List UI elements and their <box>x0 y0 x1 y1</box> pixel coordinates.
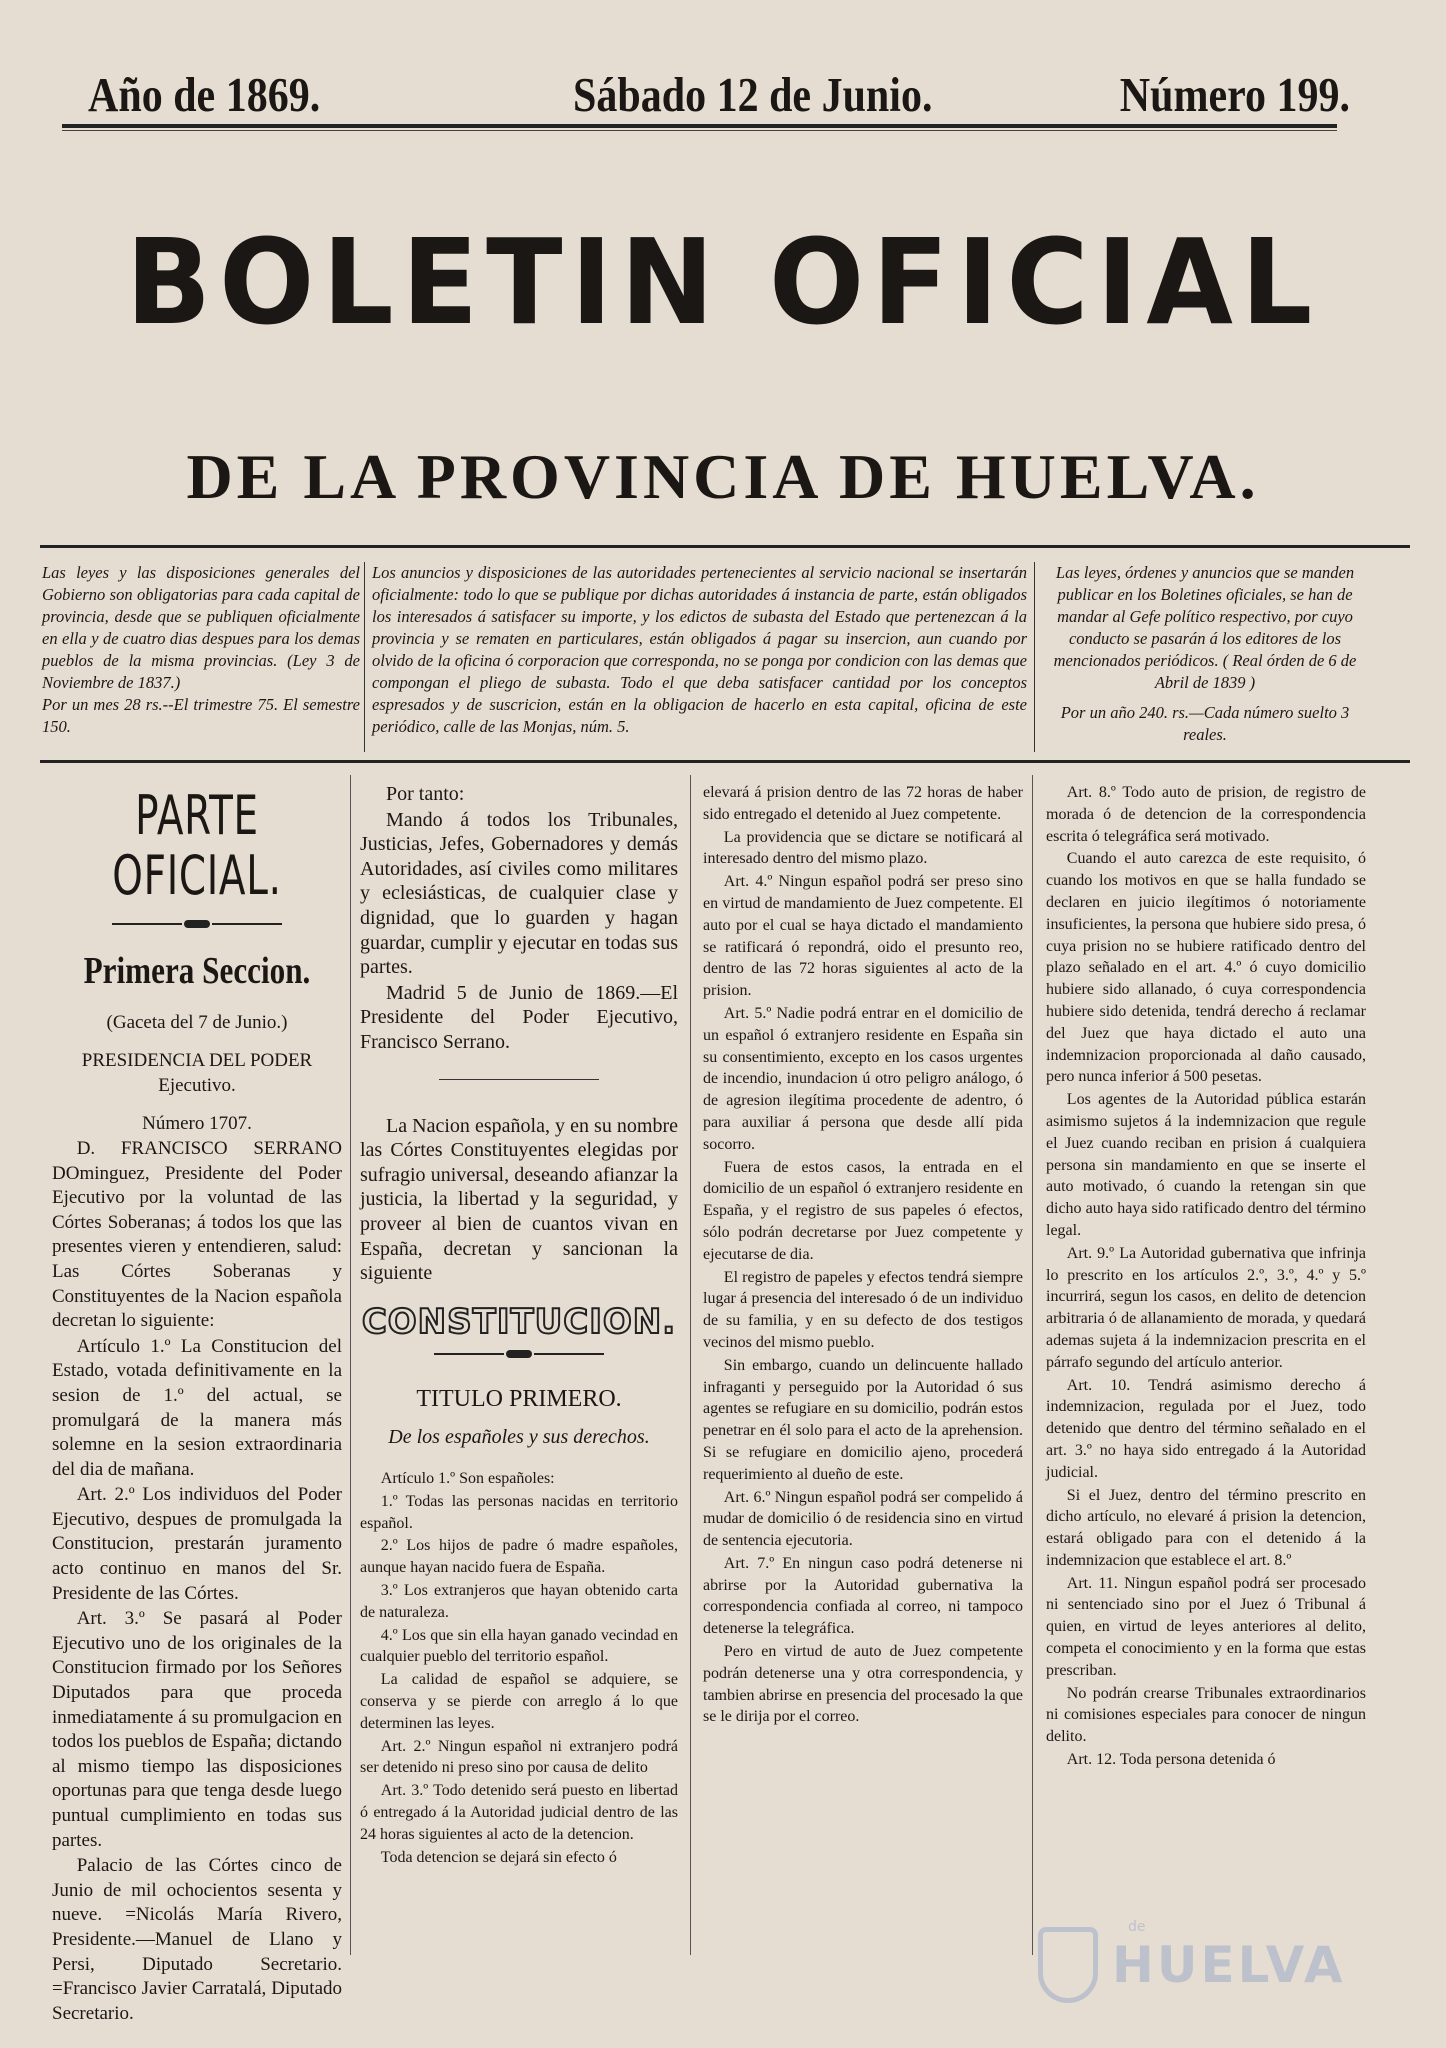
notice-left-price: Por un mes 28 rs.--El trimestre 75. El semestre 150. <box>42 695 360 736</box>
paragraph: 1.º Todas las personas nacidas en territorio español. <box>360 1492 678 1532</box>
paragraph: Artículo 1.º La Constitucion del Estado, votada definitivamente en la sesion de 1.º del actual, se promulgará de la manera más solemne en la sesion extraordinaria del dia de mañana. <box>52 1335 342 1480</box>
paragraph: D. FRANCISCO SERRANO DOminguez, Presidente del Poder Ejecutivo por la voluntad de las Córtes Soberanas; á todos los que las presentes vieren y entendieren, salud: Las Córtes Soberanas y Constituyentes de la Nacion española decretan lo siguiente: <box>52 1137 342 1332</box>
paragraph: Art. 5.º Nadie podrá entrar en el domicilio de un español ó extranjero residente en España sin su consentimiento, excepto en los casos urgentes de incendio, inundacion ú otro peligro análogo, ó de agresion ilegítima procedente de adentro, ó para auxiliar á persona que desde allí pida socorro. <box>703 1004 1023 1153</box>
newspaper-subtitle: DE LA PROVINCIA DE HUELVA. <box>186 441 1260 512</box>
column-2 <box>360 782 678 1869</box>
top-rule <box>62 124 1337 128</box>
paragraph: Art. 4.º Ningun español podrá ser preso sino en virtud de mandamiento de Juez competente. El auto por el cual se haya dictado el mandamiento se ratificará ó repondrá, oido el presunto reo, dentro de las 72 horas siguientes al acto de la prision. <box>703 873 1023 1000</box>
title-subheading: De los españoles y sus derechos. <box>388 1426 650 1449</box>
divider <box>439 1079 599 1080</box>
title-heading: TITULO PRIMERO. <box>416 1385 622 1412</box>
articles <box>360 1468 678 1868</box>
paragraph: Toda detencion se dejará sin efecto ó <box>380 1848 617 1866</box>
paragraph: La calidad de español se adquiere, se conserva y se pierde con arreglo á lo que determinen las leyes. <box>360 1671 678 1732</box>
notice-center: Los anuncios y disposiciones de las autoridades pertenecientes al servicio nacional se insertarán oficialmente: todo lo que se publique por dichas autoridades á instancia de parte, están obligados los interesados á satisfacer su importe, y los edictos de subasta del Estado que pertenezcan á la provincia y se rematen en particulares, están obligados á pagar su insercion, aun cuando por olvido de la oficina ó corporacion que corresponda, no se ponga por condicion con las demas que compongan el pliego de subasta. Todo el que deba satisfacer cantidad por los conceptos espresados y de suscricion, están en la obligacion de hacerlo en esta capital, oficina de este periódico, calle de las Monjas, núm. 5. <box>372 563 1027 736</box>
section-heading: PARTE OFICIAL. <box>112 784 282 907</box>
paragraph: Art. 12. Toda persona detenida ó <box>1066 1751 1276 1769</box>
paragraph: 2.º Los hijos de padre ó madre españoles, aunque hayan nacido fuera de España. <box>360 1537 678 1577</box>
notice-right-price: Por un año 240. rs.—Cada número suelto 3 reales. <box>1060 703 1350 744</box>
paragraph: Art. 3.º Todo detenido será puesto en libertad ó entregado á la Autoridad judicial dentro de las 24 horas siguientes al acto de la detencion. <box>360 1782 678 1843</box>
issue-date: Sábado 12 de Junio. <box>573 69 933 123</box>
paragraph: Artículo 1.º Son españoles: <box>380 1470 555 1488</box>
paragraph: Art. 9.º La Autoridad gubernativa que infrinja lo prescrito en los artículos 2.º, 3.º, 4.º y 5.º incurrirá, segun los casos, en delito de detencion arbitraria ó de allanamiento de morada, y quedará ademas sujeta á la indemnizacion prescrita en el párrafo segundo del artículo anterior. <box>1046 1244 1366 1371</box>
subsection-heading: Primera Seccion. <box>83 949 311 992</box>
masthead-rule <box>40 545 1410 548</box>
paragraph: Fuera de estos casos, la entrada en el domicilio de un español ó extranjero residente en España, y el registro de sus papeles ó efectos, sólo podrán decretarse por Juez competente y ejecutarse de dia. <box>703 1158 1023 1263</box>
paragraph: Madrid 5 de Junio de 1869.—El Presidente del Poder Ejecutivo, Francisco Serrano. <box>360 981 678 1053</box>
paragraph: Art. 2.º Los individuos del Poder Ejecutivo, despues de promulgada la Constitucion, prestarán juramento acto continuo en manos del Sr. Presidente de las Córtes. <box>52 1484 342 1604</box>
notice-right-text: Las leyes, órdenes y anuncios que se manden publicar en los Boletines oficiales, se han de mandar al Gefe político respectivo, por cuyo conducto se pasarán á los editores de los mencionados periódicos. ( Real órden de 6 de Abril de 1839 ) <box>1053 563 1357 692</box>
paragraph: Si el Juez, dentro del término prescrito en dicho artículo, no elevaré á prision la detencion, estará obligado para con el detenido á la indemnizacion que establece el art. 8.º <box>1046 1486 1366 1569</box>
paragraph: La providencia que se dictare se notificará al interesado dentro del mismo plazo. <box>703 828 1023 868</box>
paragraph: Art. 3.º Se pasará al Poder Ejecutivo uno de los originales de la Constitucion firmado por los Señores Diputados para que proceda inmediatamente á su promulgacion en todos los pueblos de España; dictando al mismo tiempo las disposiciones oportunas para que tenga desde luego puntual cumplimiento en todas sus partes. <box>52 1608 342 1851</box>
paragraph: Palacio de las Córtes cinco de Junio de mil ochocientos sesenta y nueve. =Nicolás María Rivero, Presidente.—Manuel de Llano y Persi, Diputado Secretario. =Francisco Javier Carratalá, Diputado Secretario. <box>52 1855 342 2024</box>
dateline <box>80 68 1350 123</box>
paragraph: La Nacion española, y en su nombre las Córtes Constituyentes elegidas por sufragio universal, deseando afianzar la justicia, la libertad y la seguridad, y proveer al bien de cuantos vivan en España, decretan y sancionan la siguiente <box>360 1114 678 1285</box>
paragraph: Art. 8.º Todo auto de prision, de registro de morada ó de detencion de la correspondencia escrita ó telegráfica será motivado. <box>1046 784 1366 845</box>
shield-icon <box>1038 1927 1098 2003</box>
constitution-heading: CONSTITUCION. <box>361 1301 677 1342</box>
issue-year: Año de 1869. <box>88 69 321 123</box>
column-divider <box>690 775 691 1955</box>
paragraph: El registro de papeles y efectos tendrá siempre lugar á presencia del interesado ó de un individuo de su familia, y en su defecto de dos testigos vecinos del mismo pueblo. <box>703 1268 1023 1351</box>
paragraph: elevará á prision dentro de las 72 horas de haber sido entregado el detenido al Juez competente. <box>703 784 1023 823</box>
ornament <box>52 910 342 935</box>
watermark-text: HUELVA <box>1112 1936 1346 1994</box>
paragraph: Los agentes de la Autoridad pública estarán asimismo sujetos á la indemnizacion que regule el Juez cuando reciban en prision á cualquiera persona sin mandamiento en que se inserte el auto motivado, ó cuando la retengan sin que dicho auto haya sido ratificado dentro del término legal. <box>1046 1091 1366 1239</box>
notice-left <box>42 562 360 738</box>
notice-right <box>1045 562 1365 746</box>
paragraph: Art. 11. Ningun español podrá ser procesado ni sentenciado sino por el Juez ó Tribunal á quien, en virtud de leyes anteriores al delito, competa el conocimiento y en la forma que estas prescriban. <box>1046 1574 1366 1679</box>
notice-rule <box>40 760 1410 763</box>
authority-heading: PRESIDENCIA DEL PODER Ejecutivo. <box>81 1050 313 1096</box>
paragraph: No podrán crearse Tribunales extraordinarios ni comisiones especiales para conocer de ningun delito. <box>1046 1684 1366 1746</box>
decree-number: Número 1707. <box>142 1113 252 1135</box>
paragraph: Art. 6.º Ningun español podrá ser compelido á mudar de domicilio ó de residencia sino en virtud de sentencia ejecutoria. <box>703 1488 1023 1550</box>
paragraph: Cuando el auto carezca de este requisito, ó cuando los motivos en que se halla fundado se declaren en juicio ilegítimos ó notoriamente insuficientes, la persona que hubiere sido presa, ó cuya prision no se hubiere ratificado dentro del plazo señalado en el art. 4.º ó cuyo domicilio hubiere sido allanado, ó cuya correspondencia hubiere sido detenida, tendrá derecho á reclamar del Juez que haya dictado el auto una indemnizacion proporcionada al daño causado, pero nunca inferior á 500 pesetas. <box>1046 850 1366 1086</box>
archive-watermark <box>1038 1915 1358 2015</box>
top-rule-thin <box>62 130 1337 131</box>
notice-divider <box>1034 562 1035 752</box>
column-1 <box>52 782 342 2027</box>
column-divider <box>1032 775 1033 1955</box>
paragraph: Por tanto: <box>386 783 465 805</box>
paragraph: Art. 7.º En ningun caso podrá detenerse ni abrirse por la Autoridad gubernativa la correspondencia confiada al correo, ni tampoco detenerse la telegráfica. <box>703 1554 1023 1638</box>
notice-left-text: Las leyes y las disposiciones generales del Gobierno son obligatorias para cada capital de provincia, desde que se publiquen oficialmente en ella y de cuatro dias despues para los demas pueblos de la misma provincias. (Ley 3 de Noviembre de 1837.) <box>42 563 360 692</box>
paragraph: Pero en virtud de auto de Juez competente podrán detenerse una y otra correspondencia, y tambien abrirse en presencia del procesado la que se le dirija por el correo. <box>703 1643 1023 1726</box>
issue-number: Número 199. <box>1119 69 1350 123</box>
paragraph: 3.º Los extranjeros que hayan obtenido carta de naturaleza. <box>360 1582 678 1621</box>
column-divider <box>350 775 351 1955</box>
column-3 <box>703 782 1023 1729</box>
notice-divider <box>364 562 365 752</box>
source-note: (Gaceta del 7 de Junio.) <box>106 1011 288 1033</box>
paragraph: 4.º Los que sin ella hayan ganado vecindad en cualquier pueblo del territorio español. <box>360 1626 678 1666</box>
column-4 <box>1046 782 1366 1772</box>
paragraph: Art. 10. Tendrá asimismo derecho á indemnizacion, regulada por el Juez, todo detenido que dentro del término señalado en el art. 3.º no haya sido entregado á la Autoridad judicial. <box>1046 1376 1366 1481</box>
watermark-small-text: de <box>1128 1919 1146 1935</box>
paragraph: Sin embargo, cuando un delincuente hallado infraganti y perseguido por la Autoridad ó sus agentes se refugiare en su domicilio, podrán estos penetrar en él solo para el acto de la aprehension. Si se refugiare en domicilio ajeno, procederá requerimiento al dueño de este. <box>703 1356 1023 1483</box>
paragraph: Art. 2.º Ningun español ni extranjero podrá ser detenido ni preso sino por causa de delito <box>360 1737 678 1777</box>
ornament <box>360 1340 678 1365</box>
paragraph: Mando á todos los Tribunales, Justicias, Jefes, Gobernadores y demás Autoridades, así civiles como militares y eclesiásticas, de cualquier clase y dignidad, que lo guarden y hagan guardar, cumplir y ejecutar en todas sus partes. <box>360 808 678 979</box>
newspaper-title: BOLETIN OFICIAL <box>125 214 1321 352</box>
